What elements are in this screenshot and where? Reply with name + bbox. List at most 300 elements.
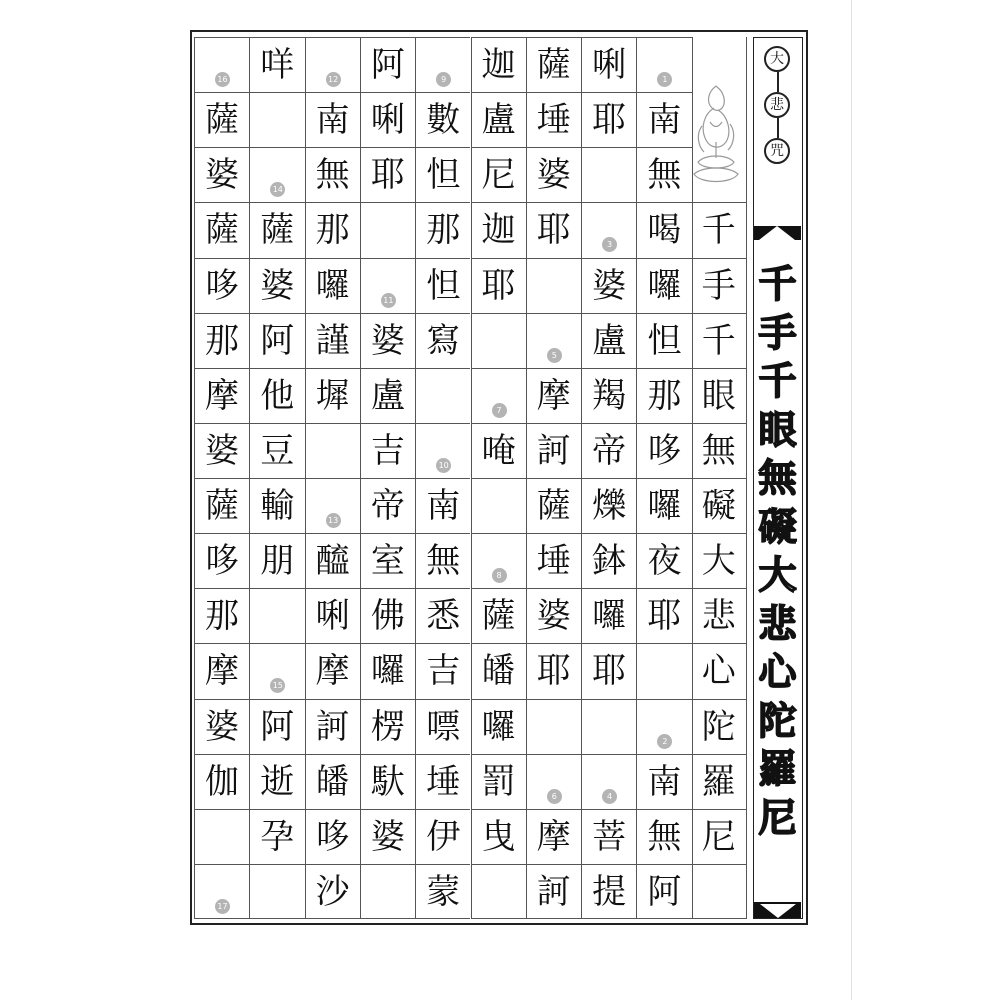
sutra-cell (416, 643, 470, 698)
sutra-cell (527, 754, 581, 809)
verse-number-badge: 13 (326, 513, 341, 528)
sutra-cell (361, 202, 415, 257)
sutra-cell (582, 643, 636, 698)
sutra-cell (693, 258, 746, 313)
sutra-character: 心 (701, 651, 736, 692)
sutra-cell (416, 147, 470, 202)
sutra-character: 薩 (481, 596, 516, 637)
sutra-cell (472, 864, 526, 919)
sutra-cell (527, 202, 581, 257)
verse-number-badge: 2 (657, 734, 672, 749)
sutra-character: 逝 (260, 761, 295, 802)
sutra-cell (693, 864, 746, 919)
sutra-cell (361, 423, 415, 478)
sutra-cell (637, 754, 691, 809)
sutra-cell (306, 258, 360, 313)
sutra-character: 訶 (536, 430, 571, 471)
sutra-character: 囉 (481, 706, 516, 747)
sutra-cell (472, 699, 526, 754)
sutra-cell (472, 423, 526, 478)
sutra-cell (637, 478, 691, 533)
sutra-cell (416, 92, 470, 147)
sutra-character: 盧 (481, 100, 516, 141)
page-edge-line (851, 0, 852, 1000)
sutra-character: 皤 (481, 651, 516, 692)
sutra-character: 尼 (481, 155, 516, 196)
sutra-character: 咩 (260, 45, 295, 85)
sutra-character: 埵 (536, 100, 571, 141)
sutra-cell (250, 754, 304, 809)
sutra-cell (306, 588, 360, 643)
sutra-character: 謹 (315, 320, 350, 361)
sutra-cell (527, 809, 581, 864)
sutra-column (249, 37, 304, 919)
sutra-character: 羯 (592, 375, 627, 416)
sutra-cell (637, 643, 691, 698)
sutra-cell (693, 533, 746, 588)
sutra-character: 阿 (370, 45, 405, 85)
sutra-cell (195, 147, 249, 202)
sutra-cell (637, 533, 691, 588)
sutra-cell (637, 588, 691, 643)
verse-number-badge: 5 (547, 348, 562, 363)
sutra-character: 耶 (536, 210, 571, 251)
sutra-character: 那 (315, 210, 350, 251)
sutra-cell (472, 754, 526, 809)
sutra-cell (250, 92, 304, 147)
sutra-character: 婆 (370, 320, 405, 361)
sutra-character: 醯 (315, 541, 350, 582)
sutra-cell (250, 643, 304, 698)
sutra-character: 阿 (260, 320, 295, 361)
verse-number-badge: 6 (547, 789, 562, 804)
verse-number-badge: 10 (436, 458, 451, 473)
title-char: 千 (758, 261, 797, 306)
sutra-cell (527, 147, 581, 202)
sutra-character: 囉 (592, 596, 627, 637)
sutra-character: 南 (647, 100, 682, 141)
sutra-character: 盧 (370, 375, 405, 416)
sutra-character: 囉 (647, 486, 682, 526)
sutra-character: 婆 (205, 706, 239, 747)
sutra-cell (416, 423, 470, 478)
sutra-character: 無 (426, 541, 461, 582)
sutra-cell (361, 37, 415, 92)
sutra-character: 婆 (592, 265, 627, 306)
sutra-cell (361, 588, 415, 643)
sutra-cell (195, 588, 249, 643)
sutra-cell (306, 37, 360, 92)
sutra-character: 婆 (205, 430, 239, 471)
verse-number-badge: 3 (602, 237, 617, 252)
sutra-cell (416, 699, 470, 754)
sutra-character: 手 (701, 265, 736, 306)
title-char: 陀 (758, 697, 797, 743)
sutra-cell (361, 313, 415, 368)
sutra-cell (306, 423, 360, 478)
sutra-cell (693, 699, 746, 754)
title-char: 心 (758, 649, 797, 694)
sutra-cell (527, 533, 581, 588)
sutra-column (305, 37, 360, 919)
sutra-cell (195, 809, 249, 864)
sutra-cell (306, 533, 360, 588)
sutra-character: 訶 (536, 871, 571, 912)
sutra-cell (637, 809, 691, 864)
sutra-cell (527, 643, 581, 698)
sutra-cell (637, 258, 691, 313)
sutra-cell (416, 864, 470, 919)
sutra-character: 嘌 (426, 706, 461, 747)
sutra-cell (195, 864, 249, 919)
sutra-cell (195, 423, 249, 478)
title-char: 手 (758, 309, 797, 355)
title-char: 羅 (758, 746, 797, 791)
sutra-character: 耶 (481, 265, 516, 306)
sutra-character: 墀 (315, 375, 350, 416)
sutra-cell (416, 202, 470, 257)
sutra-character: 阿 (260, 706, 295, 747)
sutra-cell (250, 313, 304, 368)
sutra-character: 怛 (426, 155, 461, 196)
sutra-cell (250, 588, 304, 643)
sutra-character: 婆 (370, 816, 405, 857)
sutra-character: 薩 (205, 486, 239, 526)
sutra-character: 哆 (205, 541, 239, 582)
sutra-cell (361, 533, 415, 588)
sutra-character: 薩 (205, 100, 239, 141)
sutra-cell (637, 37, 691, 92)
sutra-character: 唵 (481, 430, 516, 471)
sutra-column (636, 37, 691, 919)
verse-number-badge: 14 (270, 182, 285, 197)
sutra-character: 伊 (426, 816, 461, 857)
sutra-cell (693, 423, 746, 478)
sutra-character: 耶 (647, 596, 682, 637)
title-divider-notch (759, 226, 795, 240)
sutra-cell (195, 368, 249, 423)
sutra-cell (637, 202, 691, 257)
sutra-character: 那 (426, 210, 461, 251)
sutra-character: 怛 (647, 320, 682, 361)
sutra-cell (527, 37, 581, 92)
sutra-character: 哆 (205, 265, 239, 306)
sutra-character: 楞 (370, 706, 405, 747)
sutra-cell (306, 699, 360, 754)
sutra-cell (693, 368, 746, 423)
sutra-character: 朋 (260, 541, 295, 582)
sutra-character: 摩 (205, 375, 239, 416)
sutra-character: 迦 (481, 210, 516, 251)
title-bottom-notch (760, 904, 796, 918)
sutra-cell (582, 147, 636, 202)
sutra-cell (582, 478, 636, 533)
sutra-cell (416, 809, 470, 864)
sutra-cell (637, 147, 691, 202)
sutra-character: 罰 (481, 761, 516, 802)
sutra-character: 那 (205, 596, 239, 637)
title-char: 悲 (758, 600, 797, 646)
sutra-character: 耶 (592, 100, 627, 141)
sutra-cell (250, 809, 304, 864)
sutra-character: 寫 (426, 320, 461, 361)
sutra-character: 唎 (315, 596, 350, 637)
sutra-cell (250, 533, 304, 588)
sutra-cell (472, 258, 526, 313)
verse-number-badge: 16 (215, 72, 230, 87)
sutra-cell (472, 368, 526, 423)
sutra-character: 悉 (426, 596, 461, 637)
sutra-cell (195, 478, 249, 533)
verse-number-badge: 11 (381, 293, 396, 308)
sutra-character: 數 (426, 100, 461, 141)
title-char: 尼 (758, 794, 797, 840)
sutra-character: 婆 (260, 265, 295, 306)
sutra-character: 提 (592, 871, 627, 912)
sutra-character: 南 (426, 486, 461, 526)
sutra-cell (416, 533, 470, 588)
sutra-character: 哆 (647, 430, 682, 471)
sutra-cell (416, 258, 470, 313)
sutra-character: 吉 (370, 430, 405, 471)
sutra-cell (693, 809, 746, 864)
sutra-cell (527, 92, 581, 147)
sutra-character: 耶 (536, 651, 571, 692)
sutra-cell (527, 313, 581, 368)
sutra-character: 無 (647, 155, 682, 196)
sutra-cell (582, 699, 636, 754)
sutra-character: 婆 (536, 155, 571, 196)
sutra-cell (250, 147, 304, 202)
sutra-cell (527, 478, 581, 533)
verse-number-badge: 4 (602, 789, 617, 804)
sutra-cell (527, 423, 581, 478)
sutra-cell (416, 313, 470, 368)
verse-number-badge: 9 (436, 72, 451, 87)
sutra-cell (250, 423, 304, 478)
sutra-cell (582, 423, 636, 478)
sutra-cell (693, 754, 746, 809)
sutra-cell (416, 478, 470, 533)
sutra-cell (416, 37, 470, 92)
sutra-cell (416, 754, 470, 809)
bodhisattva-ornament-icon (690, 78, 742, 196)
sutra-cell (361, 809, 415, 864)
sutra-character: 陀 (701, 706, 736, 747)
sutra-character: 室 (370, 541, 405, 582)
sutra-cell (195, 313, 249, 368)
sutra-character: 那 (205, 320, 239, 361)
sutra-cell (195, 699, 249, 754)
sutra-column (526, 37, 581, 919)
sutra-cell (306, 202, 360, 257)
sutra-character: 那 (647, 375, 682, 416)
sutra-character: 唎 (370, 100, 405, 141)
sutra-cell (582, 92, 636, 147)
sutra-character: 哆 (315, 816, 350, 857)
sutra-character: 耶 (370, 155, 405, 196)
sutra-column (581, 37, 636, 919)
sutra-cell (306, 809, 360, 864)
sutra-character: 迦 (481, 45, 516, 85)
sutra-cell (195, 92, 249, 147)
sutra-character: 耶 (592, 651, 627, 692)
sutra-cell (472, 478, 526, 533)
sutra-cell (306, 478, 360, 533)
sutra-cell (582, 258, 636, 313)
verse-number-badge: 1 (657, 72, 672, 87)
title-char: 大 (758, 552, 797, 597)
sutra-cell (250, 368, 304, 423)
sutra-column (360, 37, 415, 919)
sutra-cell (306, 864, 360, 919)
title-char: 眼 (758, 406, 797, 452)
sutra-cell (306, 643, 360, 698)
sutra-character: 怛 (426, 265, 461, 306)
sutra-cell (195, 258, 249, 313)
sutra-cell (472, 313, 526, 368)
verse-number-badge: 17 (215, 899, 230, 914)
sutra-cell (250, 699, 304, 754)
sutra-character: 帝 (370, 486, 405, 526)
sutra-character: 薩 (205, 210, 239, 251)
sutra-cell (527, 864, 581, 919)
sutra-cell (250, 864, 304, 919)
sutra-cell (195, 202, 249, 257)
sutra-cell (361, 92, 415, 147)
sutra-cell (361, 147, 415, 202)
sutra-cell (306, 92, 360, 147)
sutra-cell (361, 864, 415, 919)
sutra-character: 南 (647, 761, 682, 802)
sutra-cell (527, 368, 581, 423)
sutra-cell (582, 202, 636, 257)
sutra-character: 眼 (701, 375, 736, 416)
title-char: 礙 (758, 503, 797, 549)
sutra-cell (693, 588, 746, 643)
sutra-column (471, 37, 526, 919)
sutra-cell (472, 809, 526, 864)
sutra-character: 南 (315, 100, 350, 141)
sutra-cell (527, 588, 581, 643)
sutra-character: 喝 (647, 210, 682, 251)
sutra-cell (250, 478, 304, 533)
sutra-cell (306, 368, 360, 423)
sutra-column (415, 37, 470, 919)
seal-char: 大 (764, 46, 790, 72)
sutra-character: 夜 (647, 541, 682, 582)
sutra-character: 馱 (370, 761, 405, 802)
sutra-cell (195, 643, 249, 698)
sutra-character: 摩 (536, 375, 571, 416)
sutra-cell (582, 809, 636, 864)
sutra-cell (250, 202, 304, 257)
sutra-character: 礙 (701, 486, 736, 526)
sutra-cell (582, 313, 636, 368)
sutra-character: 悲 (701, 596, 736, 637)
verse-number-badge: 12 (326, 72, 341, 87)
sutra-cell (306, 754, 360, 809)
sutra-cell (582, 533, 636, 588)
sutra-character: 他 (260, 375, 295, 416)
sutra-character: 皤 (315, 761, 350, 802)
sutra-cell (195, 37, 249, 92)
sutra-cell (637, 313, 691, 368)
sutra-cell (582, 754, 636, 809)
seal-connector (777, 118, 779, 138)
sutra-cell (361, 368, 415, 423)
sutra-cell (472, 533, 526, 588)
sutra-cell (472, 37, 526, 92)
sutra-cell (527, 699, 581, 754)
verse-number-badge: 15 (270, 678, 285, 693)
sutra-cell (637, 368, 691, 423)
sutra-cell (416, 588, 470, 643)
title-char: 無 (758, 455, 797, 500)
sutra-cell (361, 258, 415, 313)
sutra-character: 盧 (592, 320, 627, 361)
sutra-cell (637, 92, 691, 147)
sutra-character: 佛 (370, 596, 405, 637)
sutra-character: 摩 (315, 651, 350, 692)
sutra-cell (361, 643, 415, 698)
sutra-character: 吉 (426, 651, 461, 692)
sutra-character: 囉 (315, 265, 350, 306)
sutra-character: 千 (701, 210, 736, 251)
sutra-character: 婆 (536, 596, 571, 637)
title-panel (753, 37, 803, 919)
sutra-cell (582, 864, 636, 919)
sutra-cell (637, 699, 691, 754)
sutra-cell (472, 202, 526, 257)
sutra-character: 羅 (701, 761, 736, 802)
sutra-character: 薩 (536, 45, 571, 85)
sutra-cell (693, 478, 746, 533)
sutra-cell (472, 92, 526, 147)
sutra-character: 輸 (260, 486, 295, 526)
sutra-cell (637, 864, 691, 919)
sutra-character: 薩 (536, 486, 571, 526)
sutra-cell (637, 423, 691, 478)
sutra-cell (250, 37, 304, 92)
sutra-cell (416, 368, 470, 423)
sutra-character: 埵 (536, 541, 571, 582)
sutra-column (194, 37, 249, 919)
sutra-character: 無 (701, 430, 736, 471)
sutra-character: 曳 (481, 816, 516, 857)
sutra-cell (693, 202, 746, 257)
sutra-cell (582, 37, 636, 92)
title-char: 千 (758, 358, 797, 403)
sutra-character: 唎 (592, 45, 627, 85)
seal-connector (777, 72, 779, 92)
sutra-cell (472, 147, 526, 202)
sutra-character: 阿 (647, 871, 682, 912)
sutra-cell (693, 643, 746, 698)
sutra-cell (582, 588, 636, 643)
sutra-cell (693, 313, 746, 368)
sutra-cell (250, 258, 304, 313)
sutra-cell (306, 147, 360, 202)
sutra-cell (361, 478, 415, 533)
sutra-character: 薩 (260, 210, 295, 251)
seal-char: 悲 (764, 92, 790, 118)
sutra-character: 無 (315, 155, 350, 196)
sutra-cell (527, 258, 581, 313)
sutra-cell (582, 368, 636, 423)
sutra-character: 摩 (205, 651, 239, 692)
sutra-character: 摩 (536, 816, 571, 857)
